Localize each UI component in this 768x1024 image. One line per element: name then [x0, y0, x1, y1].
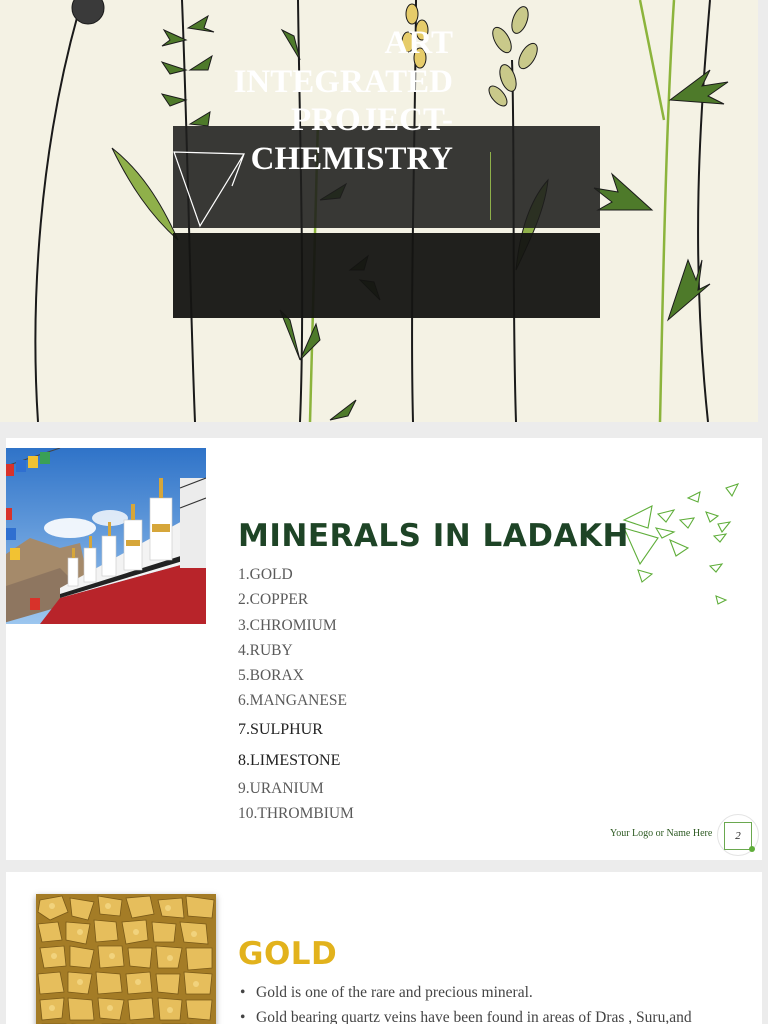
ladakh-stupas-photo: [6, 448, 206, 624]
list-item: 7.SULPHUR: [238, 720, 323, 738]
list-item: • Gold is one of the rare and precious mineral.: [238, 980, 758, 1005]
logo-placeholder-text: Your Logo or Name Here: [610, 828, 713, 839]
gold-slide: [6, 872, 762, 1024]
page-number: 2: [724, 822, 752, 850]
list-item: 3.CHROMIUM: [238, 616, 337, 634]
minerals-list: [238, 562, 354, 826]
list-item: 2.COPPER: [238, 591, 309, 609]
list-item: 6.MANGANESE: [238, 692, 347, 710]
presentation-title: ART INTEGRATED PROJECT-CHEMISTRY: [233, 25, 453, 177]
gold-nuggets-photo: [36, 894, 216, 1024]
subtitle-box: [173, 233, 600, 318]
list-item: 10.THROMBIUM: [238, 805, 354, 823]
gold-bullet-list: [238, 980, 758, 1024]
list-item: 4.RUBY: [238, 641, 293, 659]
triangle-confetti-decoration: [618, 482, 748, 612]
list-item: • Gold bearing quartz veins have been found in areas of Dras , Suru,and: [238, 1005, 758, 1024]
gold-title: GOLD: [238, 936, 338, 972]
minerals-title: MINERALS IN LADAKH: [238, 518, 629, 554]
title-slide: [0, 0, 758, 422]
list-item: 8.LIMESTONE: [238, 751, 341, 769]
list-item: 5.BORAX: [238, 667, 304, 685]
minerals-slide: [6, 438, 762, 860]
list-item: 1.GOLD: [238, 566, 293, 583]
page-number-dot: [749, 846, 755, 852]
accent-line: [490, 152, 491, 220]
list-item: 9.URANIUM: [238, 779, 324, 797]
